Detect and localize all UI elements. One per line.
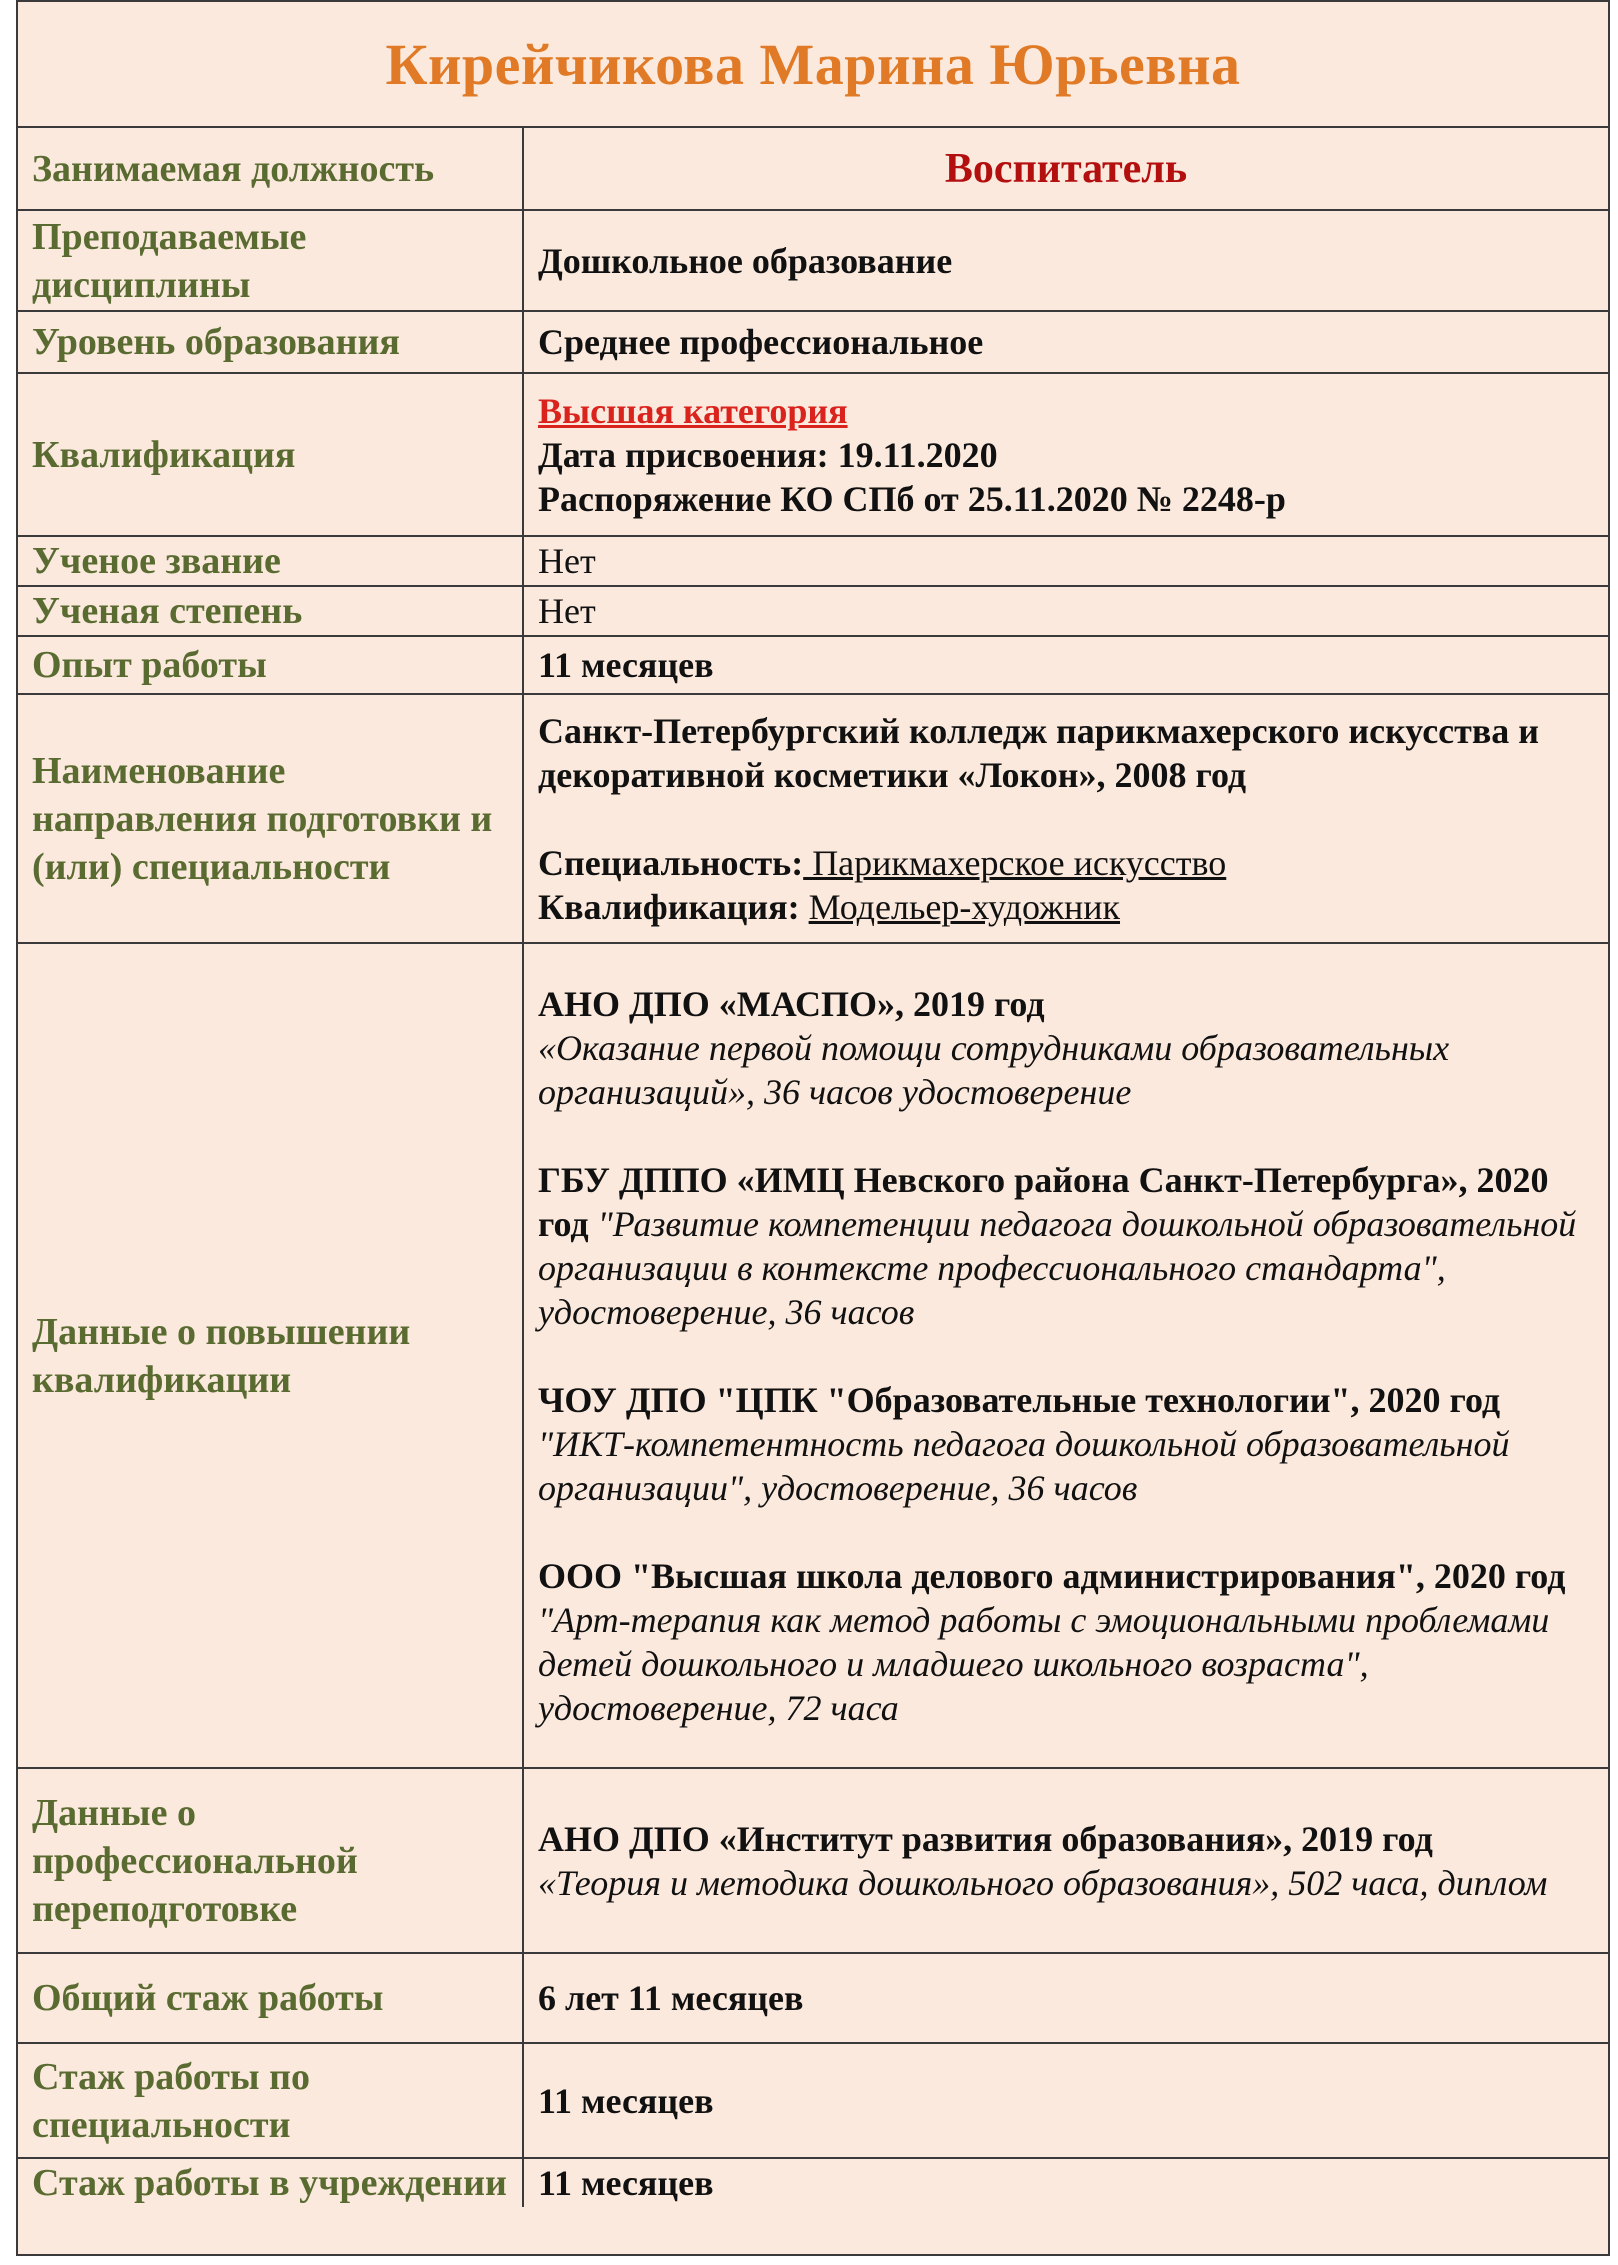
- row-qualification: [18, 373, 1608, 536]
- academic-title-label: Ученое звание: [18, 536, 523, 586]
- row-edu-level: [18, 311, 1608, 373]
- retraining-org: АНО ДПО «Институт развития образования», 2019 год: [538, 1818, 1433, 1859]
- position-label: Занимаемая должность: [18, 128, 523, 210]
- total-exp-value: 6 лет 11 месяцев: [523, 1953, 1608, 2043]
- specialty-exp-value: 11 месяцев: [523, 2043, 1608, 2158]
- training-entry: [538, 1378, 1594, 1510]
- training-desc: «Оказание первой помощи сотрудниками образовательных организаций», 36 часов удостоверение: [538, 1027, 1450, 1112]
- total-exp-label: Общий стаж работы: [18, 1953, 523, 2043]
- row-disciplines: [18, 210, 1608, 311]
- qualification-date: Дата присвоения: 19.11.2020: [538, 434, 998, 475]
- experience-value: 11 месяцев: [523, 636, 1608, 694]
- specialty-label: Наименование направления подготовки и (или) специальности: [18, 694, 523, 943]
- row-training: [18, 943, 1608, 1768]
- profile-table: [18, 128, 1608, 2207]
- academic-degree-label: Ученая степень: [18, 586, 523, 636]
- page-title: Кирейчикова Марина Юрьевна: [18, 2, 1608, 128]
- edu-level-value: Среднее профессиональное: [523, 311, 1608, 373]
- academic-title-value: Нет: [523, 536, 1608, 586]
- row-academic-degree: [18, 586, 1608, 636]
- specialty-institution: Санкт-Петербургский колледж парикмахерского искусства и декоративной косметики «Локон», 2008 год: [538, 710, 1540, 795]
- institution-exp-value: 11 месяцев: [523, 2158, 1608, 2207]
- experience-label: Опыт работы: [18, 636, 523, 694]
- training-desc: "ИКТ-компетентность педагога дошкольной образовательной организации", удостоверение, 36 часов: [538, 1423, 1510, 1508]
- training-label: Данные о повышении квалификации: [18, 943, 523, 1768]
- row-retraining: [18, 1768, 1608, 1953]
- specialty-exp-label: Стаж работы по специальности: [18, 2043, 523, 2158]
- training-desc: "Развитие компетенции педагога дошкольной образовательной организации в контексте профессионального стандарта", удостоверение, 36 часов: [538, 1203, 1577, 1332]
- row-total-exp: [18, 1953, 1608, 2043]
- profile-card: [16, 0, 1610, 2256]
- training-entry: [538, 1554, 1594, 1730]
- qualification-order: Распоряжение КО СПб от 25.11.2020 № 2248-р: [538, 478, 1286, 519]
- disciplines-label: Преподаваемые дисциплины: [18, 210, 523, 311]
- row-specialty-exp: [18, 2043, 1608, 2158]
- training-entry: [538, 982, 1594, 1114]
- specialty-qual-value: Модельер-художник: [808, 886, 1121, 927]
- training-org: ЧОУ ДПО "ЦПК "Образовательные технологии", 2020 год: [538, 1379, 1501, 1420]
- institution-exp-label: Стаж работы в учреждении: [18, 2158, 523, 2207]
- training-org: ГБУ ДППО «ИМЦ Невского района Санкт-Петербурга», 2020 год: [538, 1159, 1549, 1244]
- row-position: [18, 128, 1608, 210]
- row-academic-title: [18, 536, 1608, 586]
- retraining-label: Данные о профессиональной переподготовке: [18, 1768, 523, 1953]
- academic-degree-value: Нет: [523, 586, 1608, 636]
- training-desc: "Арт-терапия как метод работы с эмоциональными проблемами детей дошкольного и младшего школьного возраста", удостоверение, 72 часа: [538, 1599, 1550, 1728]
- specialty-field-value: Парикмахерское искусство: [803, 842, 1227, 883]
- row-specialty: [18, 694, 1608, 943]
- row-institution-exp: [18, 2158, 1608, 2207]
- specialty-qual-label: Квалификация:: [538, 886, 800, 927]
- training-org: АНО ДПО «МАСПО», 2019 год: [538, 983, 1045, 1024]
- training-entry: [538, 1158, 1594, 1334]
- qualification-category-link[interactable]: Высшая категория: [538, 390, 848, 431]
- position-value: Воспитатель: [944, 145, 1188, 192]
- edu-level-label: Уровень образования: [18, 311, 523, 373]
- row-experience: [18, 636, 1608, 694]
- training-org: ООО "Высшая школа делового администрирования", 2020 год: [538, 1555, 1566, 1596]
- specialty-field-label: Специальность:: [538, 842, 804, 883]
- retraining-desc: «Теория и методика дошкольного образования», 502 часа, диплом: [538, 1862, 1548, 1903]
- qualification-label: Квалификация: [18, 373, 523, 536]
- disciplines-value: Дошкольное образование: [523, 210, 1608, 311]
